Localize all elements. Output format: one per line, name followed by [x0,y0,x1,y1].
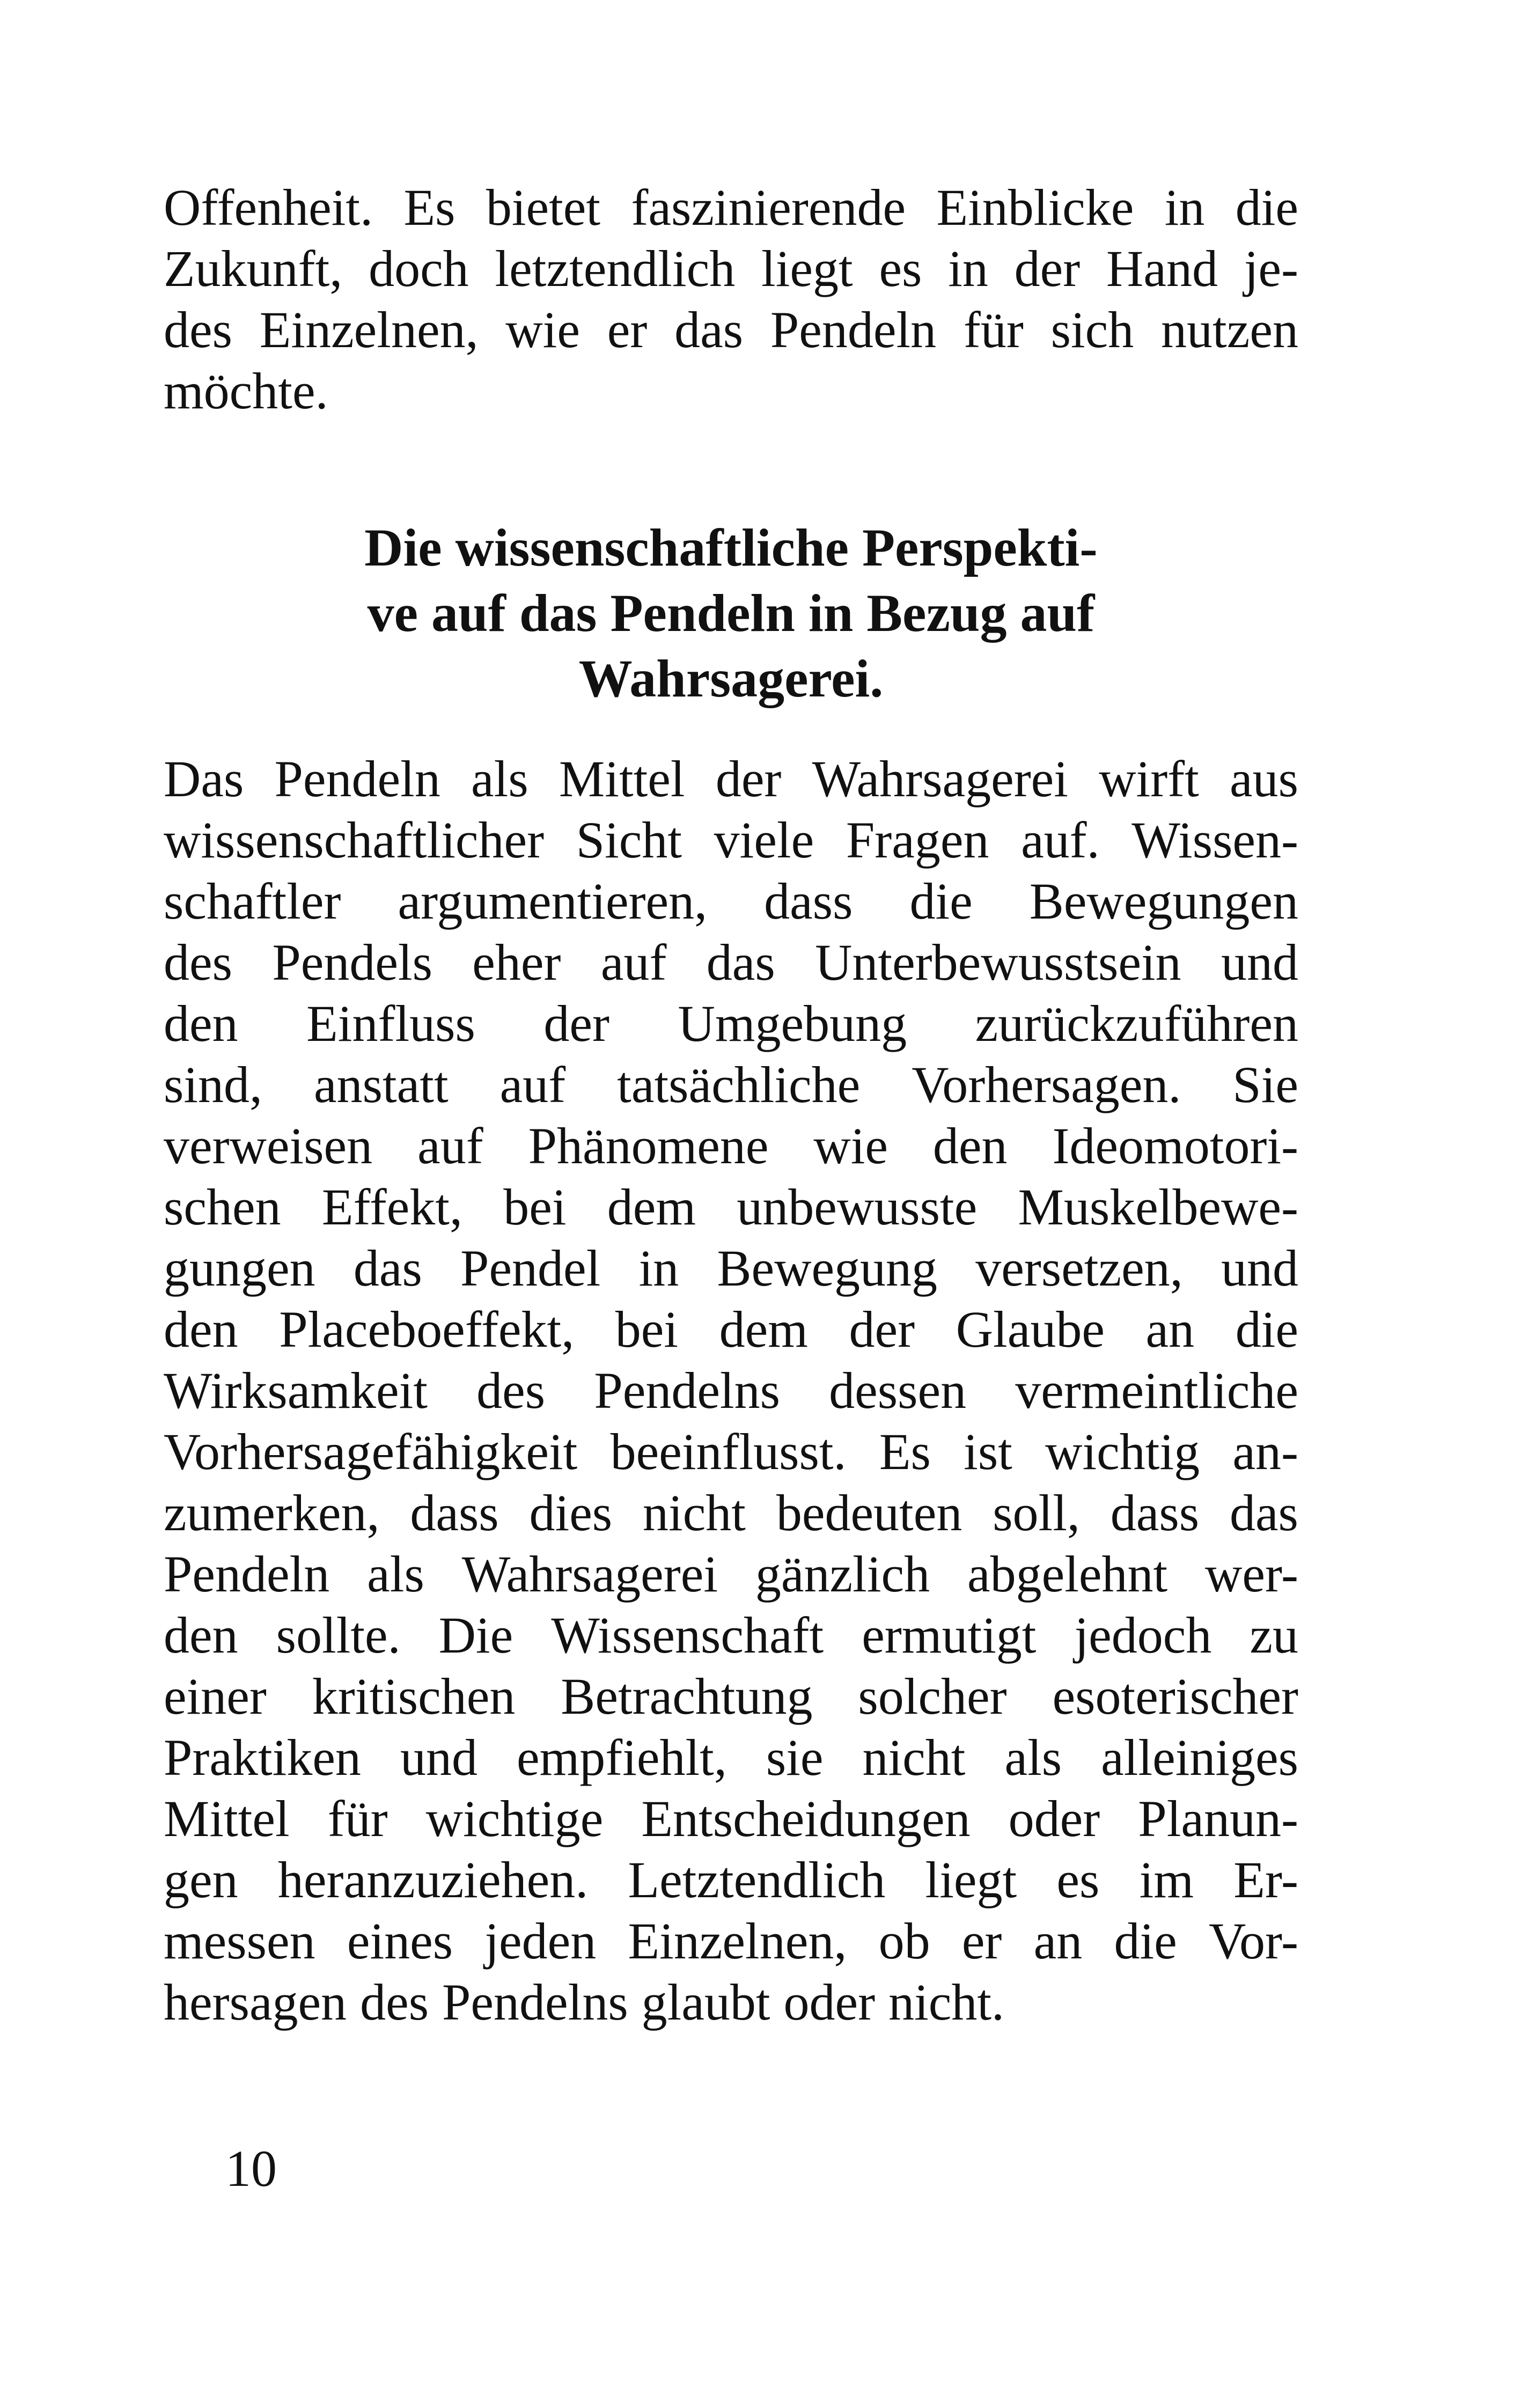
word: des [476,1362,546,1419]
word: es [879,240,922,297]
word: wirft [1099,750,1199,807]
word: heranzuziehen. [277,1851,589,1908]
word: glaubt [641,1973,770,2031]
word: gänzlich [755,1545,930,1603]
word: zu [1250,1606,1298,1664]
word: messen [164,1912,315,1970]
word: Placeboeffekt, [279,1301,575,1358]
body-line [164,1605,1298,1666]
word: bei [615,1301,679,1358]
word: einer [164,1668,267,1725]
word: bei [503,1178,567,1236]
word: dass [1110,1484,1200,1541]
body-line [164,1238,1298,1299]
word: gen [164,1851,238,1908]
word: Wahrsagerei [461,1545,718,1603]
word: faszinierende [631,179,906,236]
word: sie [766,1729,824,1786]
word: bietet [486,179,601,236]
word: dies [529,1484,613,1541]
section-paragraph [164,748,1298,2033]
word: in [1164,179,1205,236]
word: Planun- [1138,1790,1298,1847]
word: wie [813,1117,888,1174]
word: sich [1050,301,1134,358]
word: den [164,1301,238,1358]
word: Unterbewusstsein [815,934,1181,991]
word: anstatt [314,1056,449,1113]
heading-line: Wahrsagerei. [578,649,884,708]
word: auf [499,1056,566,1113]
intro-line [164,299,1298,361]
word: Vor- [1209,1912,1298,1970]
intro-line [164,238,1298,299]
heading-line: Die wissenschaftliche Perspekti- [364,518,1098,577]
word: Entscheidungen [641,1790,971,1847]
word: Vorhersagefähigkeit [164,1423,578,1480]
word: in [948,240,988,297]
word: den [164,995,238,1052]
word: Wissen- [1131,811,1298,869]
word: nicht [643,1484,746,1541]
word: Sicht [576,811,682,869]
word: an- [1232,1423,1298,1480]
word: oder [783,1973,876,2031]
word: eher [472,934,561,991]
word: auf [600,934,667,991]
word: schaftler [164,872,341,930]
word: und [1221,1239,1298,1297]
body-line [164,1972,1298,2033]
word: im [1139,1851,1194,1908]
word: Phänomene [528,1117,769,1174]
word: den [164,1606,238,1664]
word: Pendel [460,1239,601,1297]
word: alleiniges [1101,1729,1298,1786]
word: Einzelnen, [259,301,479,358]
word: Fragen [846,811,989,869]
word: Bewegungen [1029,872,1298,930]
word: nicht [862,1729,966,1786]
word: Die [438,1606,513,1664]
word: Pendeln [164,1545,330,1603]
word: der [849,1301,915,1358]
word: doch [369,240,469,297]
word: Glaube [956,1301,1105,1358]
word: in [638,1239,679,1297]
word: an [1033,1912,1083,1970]
body-line [164,1482,1298,1544]
body-line [164,1727,1298,1788]
word: der [1014,240,1081,297]
word: nicht. [888,1973,1005,2031]
word: bedeuten [776,1484,962,1541]
word: Es [879,1423,931,1480]
body-line [164,1788,1298,1849]
word: wie [505,301,580,358]
word: Vorhersagen. [912,1056,1181,1113]
word: auf [417,1117,483,1174]
word: Pendels [272,934,432,991]
word: Muskelbewe- [1018,1178,1298,1236]
body-line [164,1054,1298,1115]
word: verweisen [164,1117,373,1174]
word: Zukunft, [164,240,343,297]
intro-line [164,361,1298,422]
word: Pendelns [594,1362,780,1419]
word: das [353,1239,422,1297]
word: die [1114,1912,1177,1970]
word: Wahrsagerei [812,750,1068,807]
word: wissenschaftlicher [164,811,545,869]
word: als [471,750,528,807]
body-line [164,1177,1298,1238]
word: eines [347,1912,453,1970]
body-line [164,1421,1298,1482]
word: jeden [484,1912,597,1970]
word: oder [1008,1790,1100,1847]
word: liegt [925,1851,1017,1908]
body-line [164,1911,1298,1972]
word: Einblicke [936,179,1134,236]
word: Betrachtung [561,1668,813,1725]
word: je- [1244,240,1298,297]
word: der [715,750,782,807]
word: für [327,1790,388,1847]
word: sollte. [276,1606,401,1664]
word: dem [719,1301,808,1358]
word: er [607,301,648,358]
word: wichtig [1045,1423,1200,1480]
section-heading [164,515,1298,711]
word: viele [714,811,814,869]
word: das [706,934,775,991]
word: das [674,301,744,358]
word: aus [1230,750,1298,807]
word: empfiehlt, [516,1729,727,1786]
word: Einzelnen, [628,1912,847,1970]
word: des [164,934,232,991]
word: vermeintliche [1015,1362,1298,1419]
word: für [963,301,1024,358]
word: Das [164,750,244,807]
word: dessen [829,1362,967,1419]
body-line [164,993,1298,1054]
word: kritischen [312,1668,516,1725]
word: des [164,301,232,358]
word: Mittel [559,750,685,807]
word: Einfluss [306,995,475,1052]
body-line [164,1299,1298,1360]
word: und [400,1729,477,1786]
word: wer- [1205,1545,1298,1603]
word: Pendelns [442,1973,628,2031]
body-line [164,810,1298,871]
word: jedoch [1074,1606,1212,1664]
body-line [164,932,1298,993]
word: ob [878,1912,930,1970]
word: beeinflusst. [610,1423,847,1480]
body-line [164,1666,1298,1727]
word: Bewegung [717,1239,938,1297]
word: und [1221,934,1298,991]
word: als [1004,1729,1062,1786]
word: wichtige [425,1790,604,1847]
word: letztendlich [495,240,736,297]
word: die [1235,179,1298,236]
word: Ideomotori- [1052,1117,1298,1174]
word: der [543,995,609,1052]
word: abgelehnt [967,1545,1168,1603]
word: an [1145,1301,1195,1358]
body-line [164,748,1298,810]
word: auf. [1021,811,1100,869]
word: Umgebung [678,995,907,1052]
intro-line [164,177,1298,238]
word: tatsächliche [617,1056,861,1113]
word: zumerken, [164,1484,380,1541]
word: soll, [993,1484,1080,1541]
word: unbewusste [737,1178,978,1236]
word: Sie [1232,1056,1298,1113]
word: dass [764,872,853,930]
word: Pendeln [770,301,937,358]
word: das [1229,1484,1298,1541]
word: als [367,1545,424,1603]
word: sind, [164,1056,263,1113]
word: solcher [858,1668,1007,1725]
word: Offenheit. [164,179,373,236]
word: Wissenschaft [551,1606,824,1664]
word: die [1235,1301,1298,1358]
word: versetzen, [975,1239,1183,1297]
word: nutzen [1161,301,1298,358]
word: des [360,1973,429,2031]
word: Wirksamkeit [164,1362,428,1419]
word: Pendeln [274,750,440,807]
word: die [909,872,973,930]
word: ermutigt [862,1606,1037,1664]
word: argumentieren, [398,872,708,930]
word: Effekt, [321,1178,462,1236]
body-line [164,1360,1298,1421]
heading-line: ve auf das Pendeln in Bezug auf [367,583,1095,643]
word: schen [164,1178,281,1236]
word: gungen [164,1239,315,1297]
word: ist [964,1423,1012,1480]
word: dass [410,1484,499,1541]
word: es [1056,1851,1100,1908]
word: er [961,1912,1002,1970]
page-number: 10 [225,2140,277,2197]
word: hersagen [164,1973,347,2031]
word: möchte. [164,362,328,420]
word: esoterischer [1052,1668,1298,1725]
word: den [932,1117,1008,1174]
word: dem [607,1178,696,1236]
word: Er- [1233,1851,1298,1908]
word: Letztendlich [628,1851,886,1908]
body-line [164,871,1298,932]
word: Praktiken [164,1729,361,1786]
word: zurückzuführen [975,995,1298,1052]
body-line [164,1849,1298,1911]
word: liegt [761,240,853,297]
body-line [164,1115,1298,1177]
intro-paragraph [164,177,1298,422]
body-line [164,1544,1298,1605]
word: Es [403,179,455,236]
word: Mittel [164,1790,290,1847]
word: Hand [1106,240,1218,297]
